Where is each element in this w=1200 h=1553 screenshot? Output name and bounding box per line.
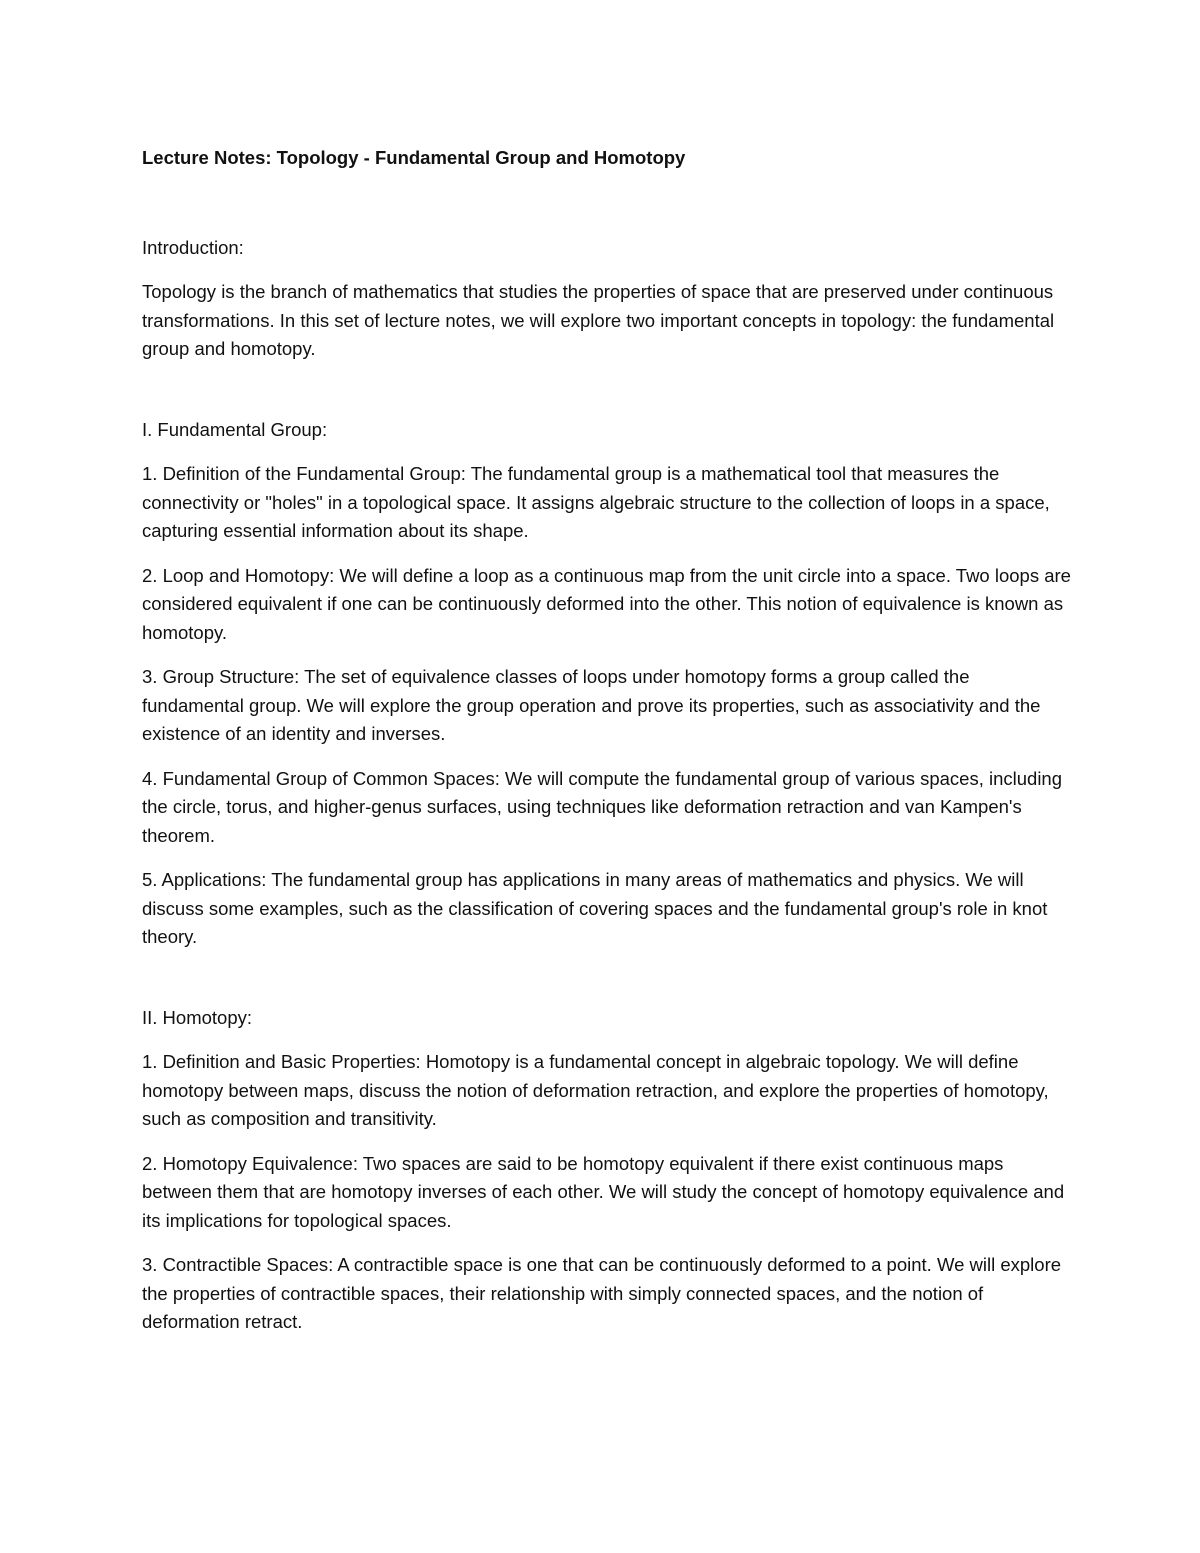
list-item: 2. Homotopy Equivalence: Two spaces are said to be homotopy equivalent if there exist continuous maps between them that are homotopy inverses of each other. We will study the concept of homotopy equivalence and its implications for topological spaces. xyxy=(142,1152,1065,1231)
document-title: Lecture Notes: Topology - Fundamental Group and Homotopy xyxy=(142,147,686,168)
intro-paragraph: Topology is the branch of mathematics that studies the properties of space that are preserved under continuous transformations. In this set of lecture notes, we will explore two important concepts in topology: the fundamental group and homotopy. xyxy=(142,281,1055,359)
list-item: 5. Applications: The fundamental group has applications in many areas of mathematics and physics. We will discuss some examples, such as the classification of covering spaces and the fundamental group's role in knot theory. xyxy=(142,869,1048,947)
section-heading-fundamental-group: I. Fundamental Group: xyxy=(142,418,328,440)
list-item: 2. Loop and Homotopy: We will define a loop as a continuous map from the unit circle into a space. Two loops are considered equivalent if one can be continuously deformed into the other. This notion of equivalence is known as homotopy. xyxy=(142,564,1071,643)
intro-heading: Introduction: xyxy=(142,236,244,258)
document-body xyxy=(142,144,1072,1337)
list-item: 3. Contractible Spaces: A contractible space is one that can be continuously deformed to a point. We will explore the properties of contractible spaces, their relationship with simply connected spaces, and the notion of deformation retract. xyxy=(142,1254,1062,1332)
list-item: 4. Fundamental Group of Common Spaces: We will compute the fundamental group of various spaces, including the circle, torus, and higher-genus surfaces, using techniques like deformation retraction and van Kampen's theorem. xyxy=(142,767,1063,846)
section-heading-homotopy: II. Homotopy: xyxy=(142,1006,253,1028)
list-item: 3. Group Structure: The set of equivalence classes of loops under homotopy forms a group called the fundamental group. We will explore the group operation and prove its properties, such as associativity and the existence of an identity and inverses. xyxy=(142,666,1041,744)
list-item: 1. Definition and Basic Properties: Homotopy is a fundamental concept in algebraic topology. We will define homotopy between maps, discuss the notion of deformation retraction, and explore the properties of homotopy, such as composition and transitivity. xyxy=(142,1051,1049,1129)
list-item: 1. Definition of the Fundamental Group: The fundamental group is a mathematical tool that measures the connectivity or "holes" in a topological space. It assigns algebraic structure to the collection of loops in a space, capturing essential information about its shape. xyxy=(142,463,1050,541)
